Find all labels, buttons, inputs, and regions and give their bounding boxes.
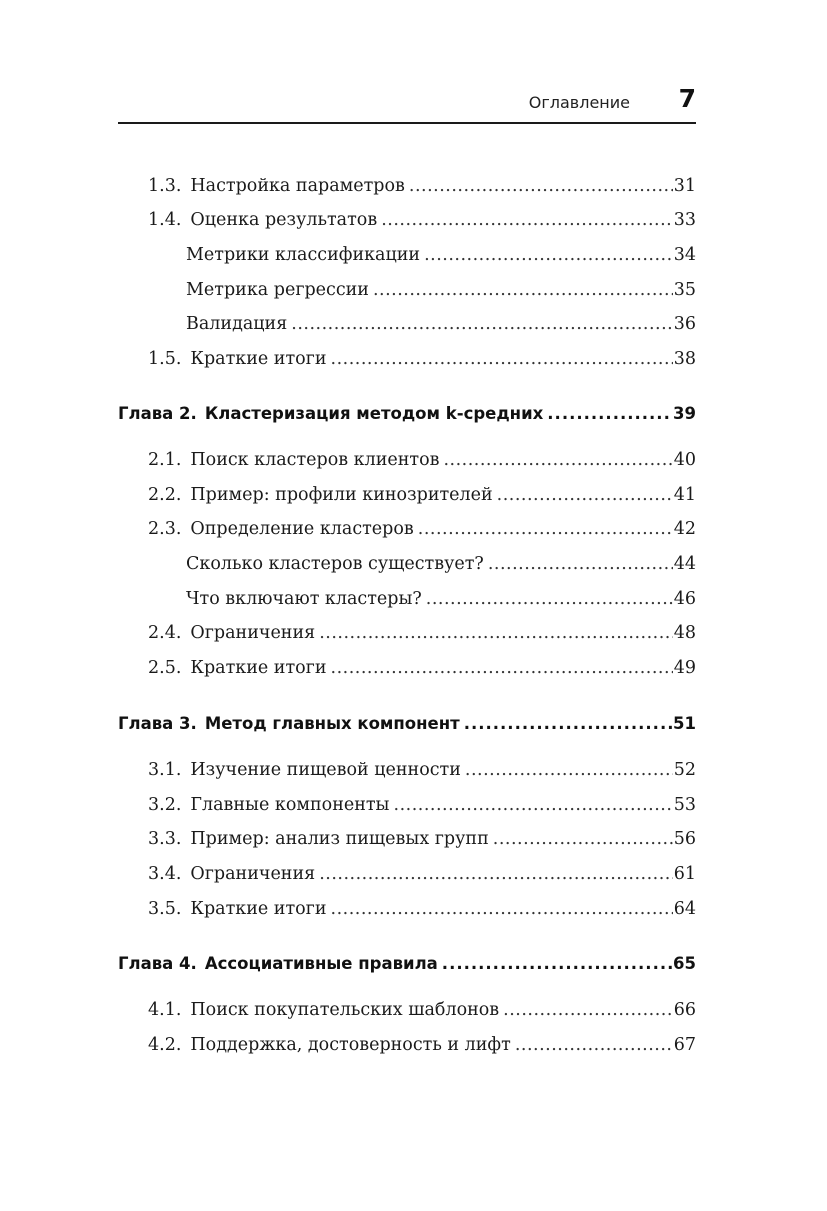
dot-leader	[381, 210, 673, 230]
toc-entry[interactable]	[148, 349, 696, 369]
toc-entry[interactable]	[186, 245, 696, 265]
chapter-number: Глава 2.	[118, 404, 197, 423]
toc-entry[interactable]	[148, 1035, 696, 1055]
chapter-page: 65	[673, 954, 696, 973]
entry-page: 31	[673, 176, 696, 196]
running-header	[118, 84, 696, 124]
entry-number: 1.3.	[148, 176, 182, 196]
toc-entry[interactable]	[148, 485, 696, 505]
entry-number: 2.5.	[148, 658, 182, 678]
toc-entry[interactable]	[186, 280, 696, 300]
toc-entry[interactable]	[186, 589, 696, 609]
toc-chapter-entry[interactable]	[118, 714, 696, 733]
entry-page: 53	[673, 795, 696, 815]
entry-number: 4.1.	[148, 1000, 182, 1020]
chapter-title: Кластеризация методом k-средних	[204, 404, 544, 423]
chapter-title: Метод главных компонент	[204, 714, 460, 733]
entry-number: 3.5.	[148, 899, 182, 919]
dot-leader	[424, 245, 673, 265]
entry-number: 2.3.	[148, 519, 182, 539]
entry-number: 2.4.	[148, 623, 182, 643]
entry-number: 4.2.	[148, 1035, 182, 1055]
section-title: Оглавление	[528, 93, 630, 112]
entry-title: Поиск покупательских шаблонов	[190, 1000, 500, 1020]
entry-number: 3.1.	[148, 760, 182, 780]
dot-leader	[409, 176, 673, 196]
entry-page: 61	[673, 864, 696, 884]
entry-page: 52	[673, 760, 696, 780]
entry-page: 36	[673, 314, 696, 334]
entry-number: 1.4.	[148, 210, 182, 230]
entry-page: 35	[673, 280, 696, 300]
entry-page: 56	[673, 829, 696, 849]
entry-title: Краткие итоги	[190, 658, 327, 678]
dot-leader	[331, 349, 673, 369]
entry-page: 41	[673, 485, 696, 505]
entry-page: 40	[673, 450, 696, 470]
toc-entry[interactable]	[148, 795, 696, 815]
toc-entry[interactable]	[148, 899, 696, 919]
toc-entry[interactable]	[148, 864, 696, 884]
toc-entry[interactable]	[148, 176, 696, 196]
entry-page: 49	[673, 658, 696, 678]
entry-title: Пример: профили кинозрителей	[190, 485, 493, 505]
entry-page: 44	[673, 554, 696, 574]
dot-leader	[515, 1035, 673, 1055]
entry-number: 2.1.	[148, 450, 182, 470]
entry-page: 66	[673, 1000, 696, 1020]
entry-title: Определение кластеров	[190, 519, 414, 539]
toc-entry[interactable]	[148, 1000, 696, 1020]
entry-number: 3.3.	[148, 829, 182, 849]
dot-leader	[443, 450, 672, 470]
chapter-page: 39	[673, 404, 696, 423]
dot-leader	[373, 280, 673, 300]
dot-leader	[547, 404, 672, 423]
entry-number: 3.2.	[148, 795, 182, 815]
chapter-title: Ассоциативные правила	[204, 954, 438, 973]
dot-leader	[331, 899, 673, 919]
entry-number: 1.5.	[148, 349, 182, 369]
entry-title: Изучение пищевой ценности	[190, 760, 461, 780]
toc-entry[interactable]	[148, 658, 696, 678]
toc-entry[interactable]	[186, 554, 696, 574]
entry-title: Ограничения	[190, 623, 316, 643]
entry-number: 3.4.	[148, 864, 182, 884]
dot-leader	[394, 795, 673, 815]
entry-page: 64	[673, 899, 696, 919]
toc-entry[interactable]	[148, 450, 696, 470]
toc-entry[interactable]	[186, 314, 696, 334]
toc-entry[interactable]	[148, 623, 696, 643]
dot-leader	[465, 760, 673, 780]
dot-leader	[493, 829, 673, 849]
dot-leader	[319, 623, 673, 643]
entry-title: Метрика регрессии	[186, 280, 369, 300]
entry-title: Пример: анализ пищевых групп	[190, 829, 489, 849]
dot-leader	[426, 589, 673, 609]
dot-leader	[464, 714, 672, 733]
entry-page: 67	[673, 1035, 696, 1055]
entry-page: 42	[673, 519, 696, 539]
entry-title: Краткие итоги	[190, 899, 327, 919]
dot-leader	[319, 864, 673, 884]
entry-page: 46	[673, 589, 696, 609]
dot-leader	[442, 954, 672, 973]
chapter-number: Глава 4.	[118, 954, 197, 973]
dot-leader	[291, 314, 672, 334]
dot-leader	[503, 1000, 673, 1020]
entry-page: 34	[673, 245, 696, 265]
entry-title: Настройка параметров	[190, 176, 405, 196]
chapter-number: Глава 3.	[118, 714, 197, 733]
entry-title: Валидация	[186, 314, 288, 334]
dot-leader	[331, 658, 673, 678]
toc-entry[interactable]	[148, 760, 696, 780]
entry-page: 33	[673, 210, 696, 230]
entry-title: Ограничения	[190, 864, 316, 884]
entry-title: Метрики классификации	[186, 245, 421, 265]
chapter-page: 51	[673, 714, 696, 733]
entry-page: 38	[673, 349, 696, 369]
entry-number: 2.2.	[148, 485, 182, 505]
page-number: 7	[678, 84, 696, 113]
dot-leader	[488, 554, 673, 574]
toc-entry[interactable]	[148, 210, 696, 230]
toc-entry[interactable]	[148, 519, 696, 539]
entry-title: Что включают кластеры?	[186, 589, 422, 609]
entry-title: Краткие итоги	[190, 349, 327, 369]
toc-chapter-entry[interactable]	[118, 404, 696, 423]
entry-title: Поиск кластеров клиентов	[190, 450, 440, 470]
toc-chapter-entry[interactable]	[118, 954, 696, 973]
entry-title: Поддержка, достоверность и лифт	[190, 1035, 511, 1055]
entry-title: Оценка результатов	[190, 210, 378, 230]
entry-title: Сколько кластеров существует?	[186, 554, 484, 574]
entry-page: 48	[673, 623, 696, 643]
toc-entry[interactable]	[148, 829, 696, 849]
dot-leader	[497, 485, 673, 505]
dot-leader	[418, 519, 673, 539]
entry-title: Главные компоненты	[190, 795, 390, 815]
